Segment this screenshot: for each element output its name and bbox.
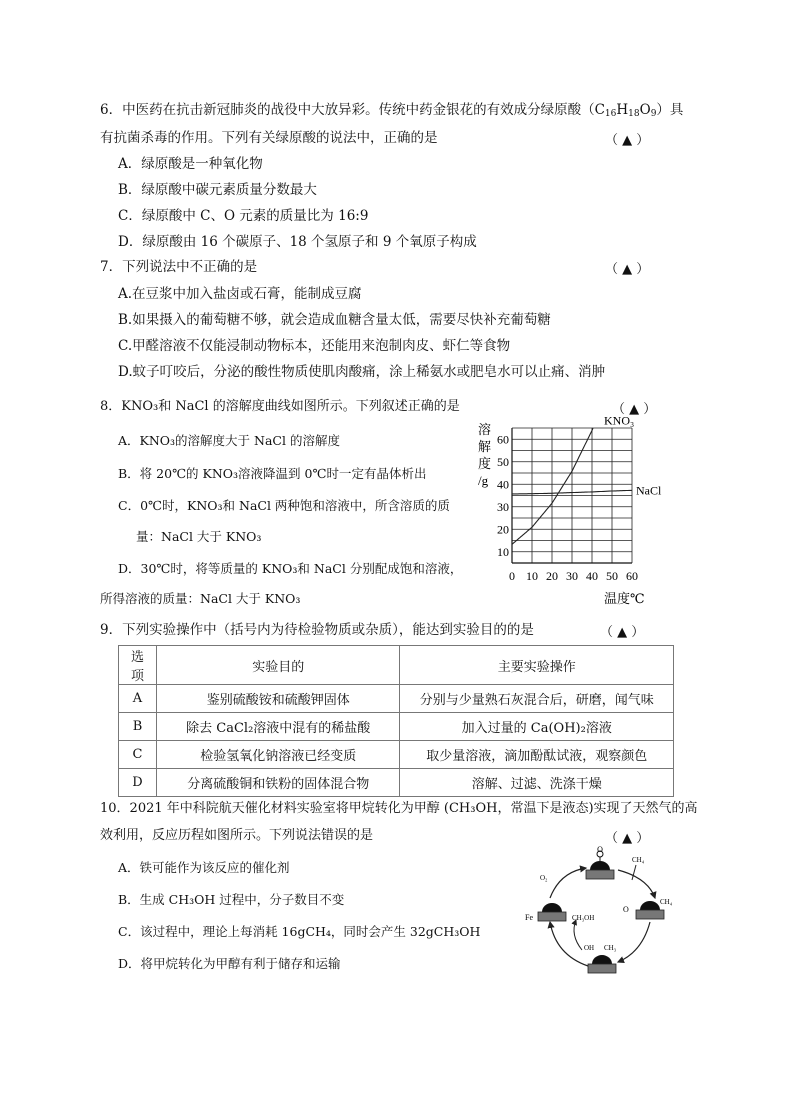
label-ch4-right: CH₄	[660, 898, 673, 906]
table-cell: D	[119, 769, 157, 797]
q8-option-b: B．将 20℃的 KNO₃溶液降温到 0℃时一定有晶体析出	[118, 466, 427, 481]
series-line-kno3	[512, 428, 593, 544]
q6-option-b: B．绿原酸中碳元素质量分数最大	[118, 182, 317, 198]
y-axis-label-char: /g	[478, 473, 489, 488]
q8-option-c: C．0℃时，KNO₃和 NaCl 两种饱和溶液中，所含溶质的质	[118, 498, 450, 513]
y-axis-label-char: 解	[478, 439, 492, 454]
table-header: 主要实验操作	[400, 646, 674, 685]
y-tick-label: 50	[497, 454, 509, 469]
cycle-arrow-left-top	[550, 868, 586, 898]
table-row	[119, 713, 674, 741]
q6-stem-line2: 有抗菌杀毒的作用。下列有关绿原酸的说法中，正确的是	[100, 130, 438, 146]
table-cell: 分别与少量熟石灰混合后，研磨，闻气味	[400, 685, 674, 713]
label-o-right: O	[623, 905, 629, 914]
y-tick-label: 30	[497, 499, 509, 514]
inner-arrow-up	[574, 920, 582, 950]
table-cell: 加入过量的 Ca(OH)₂溶液	[400, 713, 674, 741]
experiment-table	[118, 645, 674, 797]
table-cell: 溶解、过滤、洗涤干燥	[400, 769, 674, 797]
y-tick-labels	[497, 432, 509, 559]
solubility-chart	[470, 412, 680, 607]
q6-answer-mark: （ ▲ ）	[605, 133, 650, 148]
ch4-in-arrow	[632, 865, 636, 880]
label-ch3: CH₃	[604, 944, 617, 952]
q8-answer-mark: （ ▲ ）	[612, 402, 657, 417]
chart-series	[512, 414, 662, 545]
reaction-cycle-diagram	[520, 840, 690, 990]
table-cell: 鉴别硫酸铵和硫酸钾固体	[156, 685, 400, 713]
table-cell: B	[119, 713, 157, 741]
y-axis-label	[478, 422, 491, 488]
q10-option-c: C．该过程中，理论上每消耗 16gCH₄，同时会产生 32gCH₃OH	[118, 924, 481, 939]
table-header-row	[119, 646, 674, 685]
q8-option-a: A．KNO₃的溶解度大于 NaCl 的溶解度	[118, 433, 340, 448]
y-axis-label-char: 度	[478, 456, 492, 471]
q10-answer-mark: （ ▲ ）	[605, 831, 650, 846]
q6-option-a: A．绿原酸是一种氧化物	[118, 156, 263, 172]
table-cell: 分离硫酸铜和铁粉的固体混合物	[156, 769, 400, 797]
series-label-kno3: KNO₃	[604, 413, 635, 428]
x-tick-label: 0	[509, 569, 515, 583]
table-cell: C	[119, 741, 157, 769]
q7-option-b: B.如果摄入的葡萄糖不够，就会造成血糖含量太低，需要尽快补充葡萄糖	[118, 312, 551, 328]
table-cell: A	[119, 685, 157, 713]
q9-stem: 9．下列实验操作中（括号内为待检验物质或杂质），能达到实验目的的是	[100, 622, 534, 638]
q10-option-a: A．铁可能作为该反应的催化剂	[118, 860, 290, 875]
table-cell: 取少量溶液，滴加酚酞试液，观察颜色	[400, 741, 674, 769]
y-tick-label: 60	[497, 432, 509, 447]
q10-stem-line1: 10．2021 年中科院航天催化材料实验室将甲烷转化为甲醇 (CH₃OH，常温下是液态)实现了天然气的高	[100, 801, 698, 816]
chart-grid	[512, 428, 632, 563]
q8-option-d: D．30℃时，将等质量的 KNO₃和 NaCl 分别配成饱和溶液，	[118, 561, 463, 576]
y-tick-label: 20	[497, 522, 509, 537]
x-tick-label: 50	[606, 569, 618, 583]
catalyst-site-top	[586, 851, 614, 879]
table-cell: 检验氢氧化钠溶液已经变质	[156, 741, 400, 769]
table-header: 实验目的	[156, 646, 400, 685]
x-axis-label: 温度℃	[604, 591, 645, 606]
q6-option-d: D．绿原酸由 16 个碳原子、18 个氢原子和 9 个氧原子构成	[118, 234, 477, 250]
q10-stem-line2: 效利用，反应历程如图所示。下列说法错误的是	[100, 828, 374, 843]
cycle-arrow-bottom-left	[550, 922, 588, 966]
catalyst-site-left	[538, 903, 566, 921]
label-ch3oh: CH₃OH	[572, 914, 595, 922]
table-cell: 除去 CaCl₂溶液中混有的稀盐酸	[156, 713, 400, 741]
q7-option-a: A.在豆浆中加入盐卤或石膏，能制成豆腐	[118, 286, 362, 302]
label-oh: OH	[584, 944, 595, 952]
label-o-top: O	[597, 845, 603, 854]
q10-option-b: B．生成 CH₃OH 过程中，分子数目不变	[118, 892, 345, 907]
label-o2: O₂	[540, 874, 548, 882]
q7-option-d: D.蚊子叮咬后，分泌的酸性物质使肌肉酸痛，涂上稀氨水或肥皂水可以止痛、消肿	[118, 364, 606, 380]
q6-stem-line1: 6．中医药在抗击新冠肺炎的战役中大放异彩。传统中药金银花的有效成分绿原酸$(C_{16}H_{18}O_9)$具	[100, 102, 684, 119]
q7-option-c: C.甲醛溶液不仅能浸制动物标本，还能用来泡制肉皮、虾仁等食物	[118, 338, 511, 354]
cycle-arrow-right-bottom	[618, 922, 650, 962]
table-row	[119, 769, 674, 797]
x-tick-labels	[509, 569, 638, 583]
x-tick-label: 60	[626, 569, 638, 583]
q8-option-d-cont: 所得溶液的质量：NaCl 大于 KNO₃	[100, 591, 301, 606]
table-header: 选项	[119, 646, 157, 685]
x-tick-label: 30	[566, 569, 578, 583]
label-fe: Fe	[525, 913, 533, 922]
x-tick-label: 20	[546, 569, 558, 583]
table-row	[119, 685, 674, 713]
q7-answer-mark: （ ▲ ）	[605, 262, 650, 277]
series-label-nacl: NaCl	[636, 483, 662, 498]
x-tick-label: 40	[586, 569, 598, 583]
x-tick-label: 10	[526, 569, 538, 583]
label-ch4-top: CH₄	[632, 856, 645, 864]
q6-option-c: C．绿原酸中 C、O 元素的质量比为 16:9	[118, 208, 369, 224]
q7-stem: 7．下列说法中不正确的是	[100, 259, 258, 275]
catalyst-site-bottom	[588, 955, 616, 973]
y-axis-label-char: 溶	[478, 422, 492, 437]
q10-option-d: D．将甲烷转化为甲醇有利于储存和运输	[118, 956, 341, 971]
cycle-arrow-top-right	[618, 870, 655, 898]
q9-answer-mark: （ ▲ ）	[600, 625, 645, 640]
y-tick-label: 10	[497, 544, 509, 559]
q8-option-c-cont: 量：NaCl 大于 KNO₃	[136, 529, 262, 544]
q8-stem: 8．KNO₃和 NaCl 的溶解度曲线如图所示。下列叙述正确的是	[100, 399, 460, 414]
table-row	[119, 741, 674, 769]
y-tick-label: 40	[497, 477, 509, 492]
